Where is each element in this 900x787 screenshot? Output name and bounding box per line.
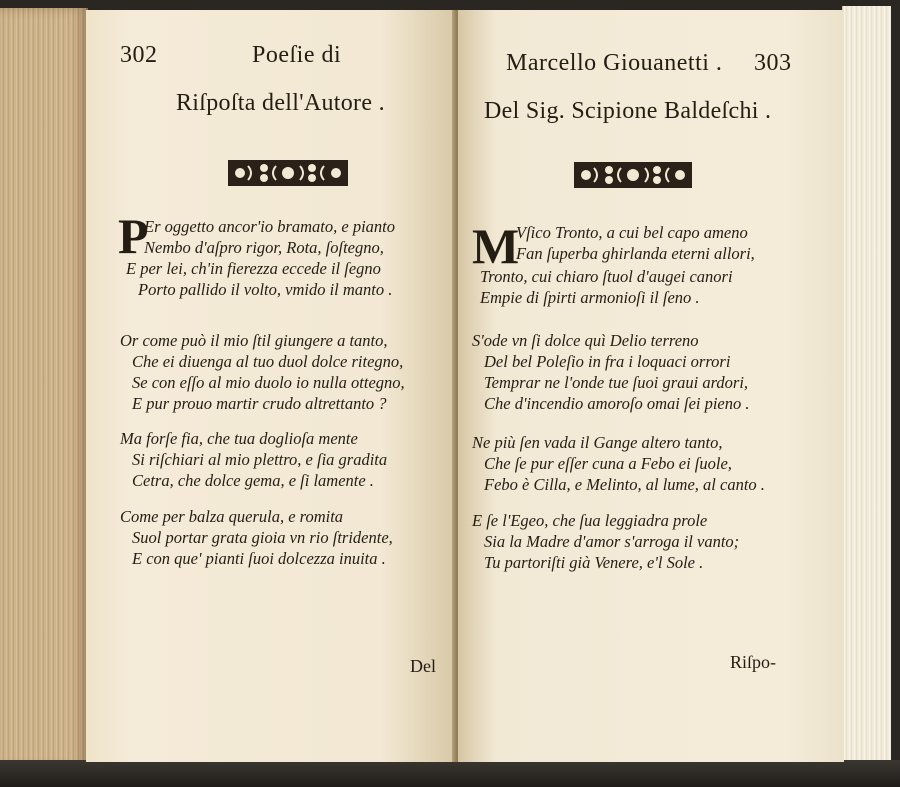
verse-line: Se con eſſo al mio duolo io nulla ottegno, xyxy=(132,373,405,392)
verse-line: Empie di ſpirti armonioſi il ſeno . xyxy=(480,288,700,307)
verse-line: Che ſe pur eſſer cuna a Febo ei ſuole, xyxy=(484,454,732,473)
page-number: 303 xyxy=(754,50,792,76)
book-bottom-edge xyxy=(0,760,900,787)
running-head: Marcello Giouanetti . xyxy=(506,50,723,76)
verse-line: Vſico Tronto, a cui bel capo ameno xyxy=(516,223,748,242)
verse-line: S'ode vn ſi dolce quì Delio terreno xyxy=(472,331,699,350)
stanza xyxy=(472,330,750,414)
verse-line: E con que' pianti ſuoi dolcezza inuita . xyxy=(132,549,386,568)
verse-line: Che d'incendio amoroſo omai ſei pieno . xyxy=(484,394,750,413)
drop-cap: M xyxy=(472,218,520,274)
stanza xyxy=(120,330,405,414)
verse-line: Nembo d'aſpro rigor, Rota, ſoſtegno, xyxy=(144,238,384,257)
left-page-edges xyxy=(0,8,88,768)
verse-line: Er oggetto ancor'io bramato, e pianto xyxy=(144,217,396,236)
verse-line: Porto pallido il volto, vmido il manto . xyxy=(138,280,393,299)
verse-line: Or come può il mio ſtil giungere a tanto, xyxy=(120,331,388,350)
right-page-edges xyxy=(842,6,891,766)
poem-title: Del Sig. Scipione Baldeſchi . xyxy=(484,98,772,124)
page-number: 302 xyxy=(120,42,158,68)
catchword: Del xyxy=(410,656,436,676)
ornament-icon xyxy=(228,158,348,188)
verse-line: Si riſchiari al mio plettro, e ſia gradita xyxy=(132,450,388,469)
right-page xyxy=(458,10,844,762)
verse-line: Cetra, che dolce gema, e ſi lamente . xyxy=(132,471,374,490)
verse-line: Del bel Poleſio in fra i loquaci orrori xyxy=(484,352,731,371)
verse-line: Ma forſe fia, che tua doglioſa mente xyxy=(120,429,358,448)
stanza xyxy=(516,222,755,264)
verse-line: Fan ſuperba ghirlanda eterni allori, xyxy=(516,244,755,263)
stanza xyxy=(144,216,395,258)
verse-line: Ne più ſen vada il Gange altero tanto, xyxy=(472,433,723,452)
stanza xyxy=(472,510,739,573)
verse-line: E ſe l'Egeo, che ſua leggiadra prole xyxy=(472,511,708,530)
catchword: Riſpo- xyxy=(730,652,777,672)
stanza xyxy=(480,266,733,308)
stanza xyxy=(472,432,765,495)
verse-line: E pur prouo martir crudo altrettanto ? xyxy=(132,394,387,413)
poem-title: Riſpoſta dell'Autore . xyxy=(176,90,385,116)
stanza xyxy=(120,428,387,491)
ornament-icon xyxy=(574,160,692,190)
verse-line: Suol portar grata gioia vn rio ſtridente, xyxy=(132,528,393,547)
verse-line: E per lei, ch'in fierezza eccede il ſegno xyxy=(126,259,381,278)
verse-line: Tronto, cui chiaro ſtuol d'augei canori xyxy=(480,267,733,286)
verse-line: Che ei diuenga al tuo duol dolce ritegno, xyxy=(132,352,404,371)
drop-cap: P xyxy=(118,208,149,264)
stanza xyxy=(120,506,393,569)
verse-line: Tu partoriſti già Venere, e'l Sole . xyxy=(484,553,704,572)
verse-line: Come per balza querula, e romita xyxy=(120,507,344,526)
running-head: Poeſie di xyxy=(252,42,342,68)
verse-line: Febo è Cilla, e Melinto, al lume, al canto . xyxy=(484,475,765,494)
left-page xyxy=(86,10,456,762)
verse-line: Sia la Madre d'amor s'arroga il vanto; xyxy=(484,532,740,551)
stanza xyxy=(126,258,392,300)
verse-line: Temprar ne l'onde tue ſuoi graui ardori, xyxy=(484,373,749,392)
